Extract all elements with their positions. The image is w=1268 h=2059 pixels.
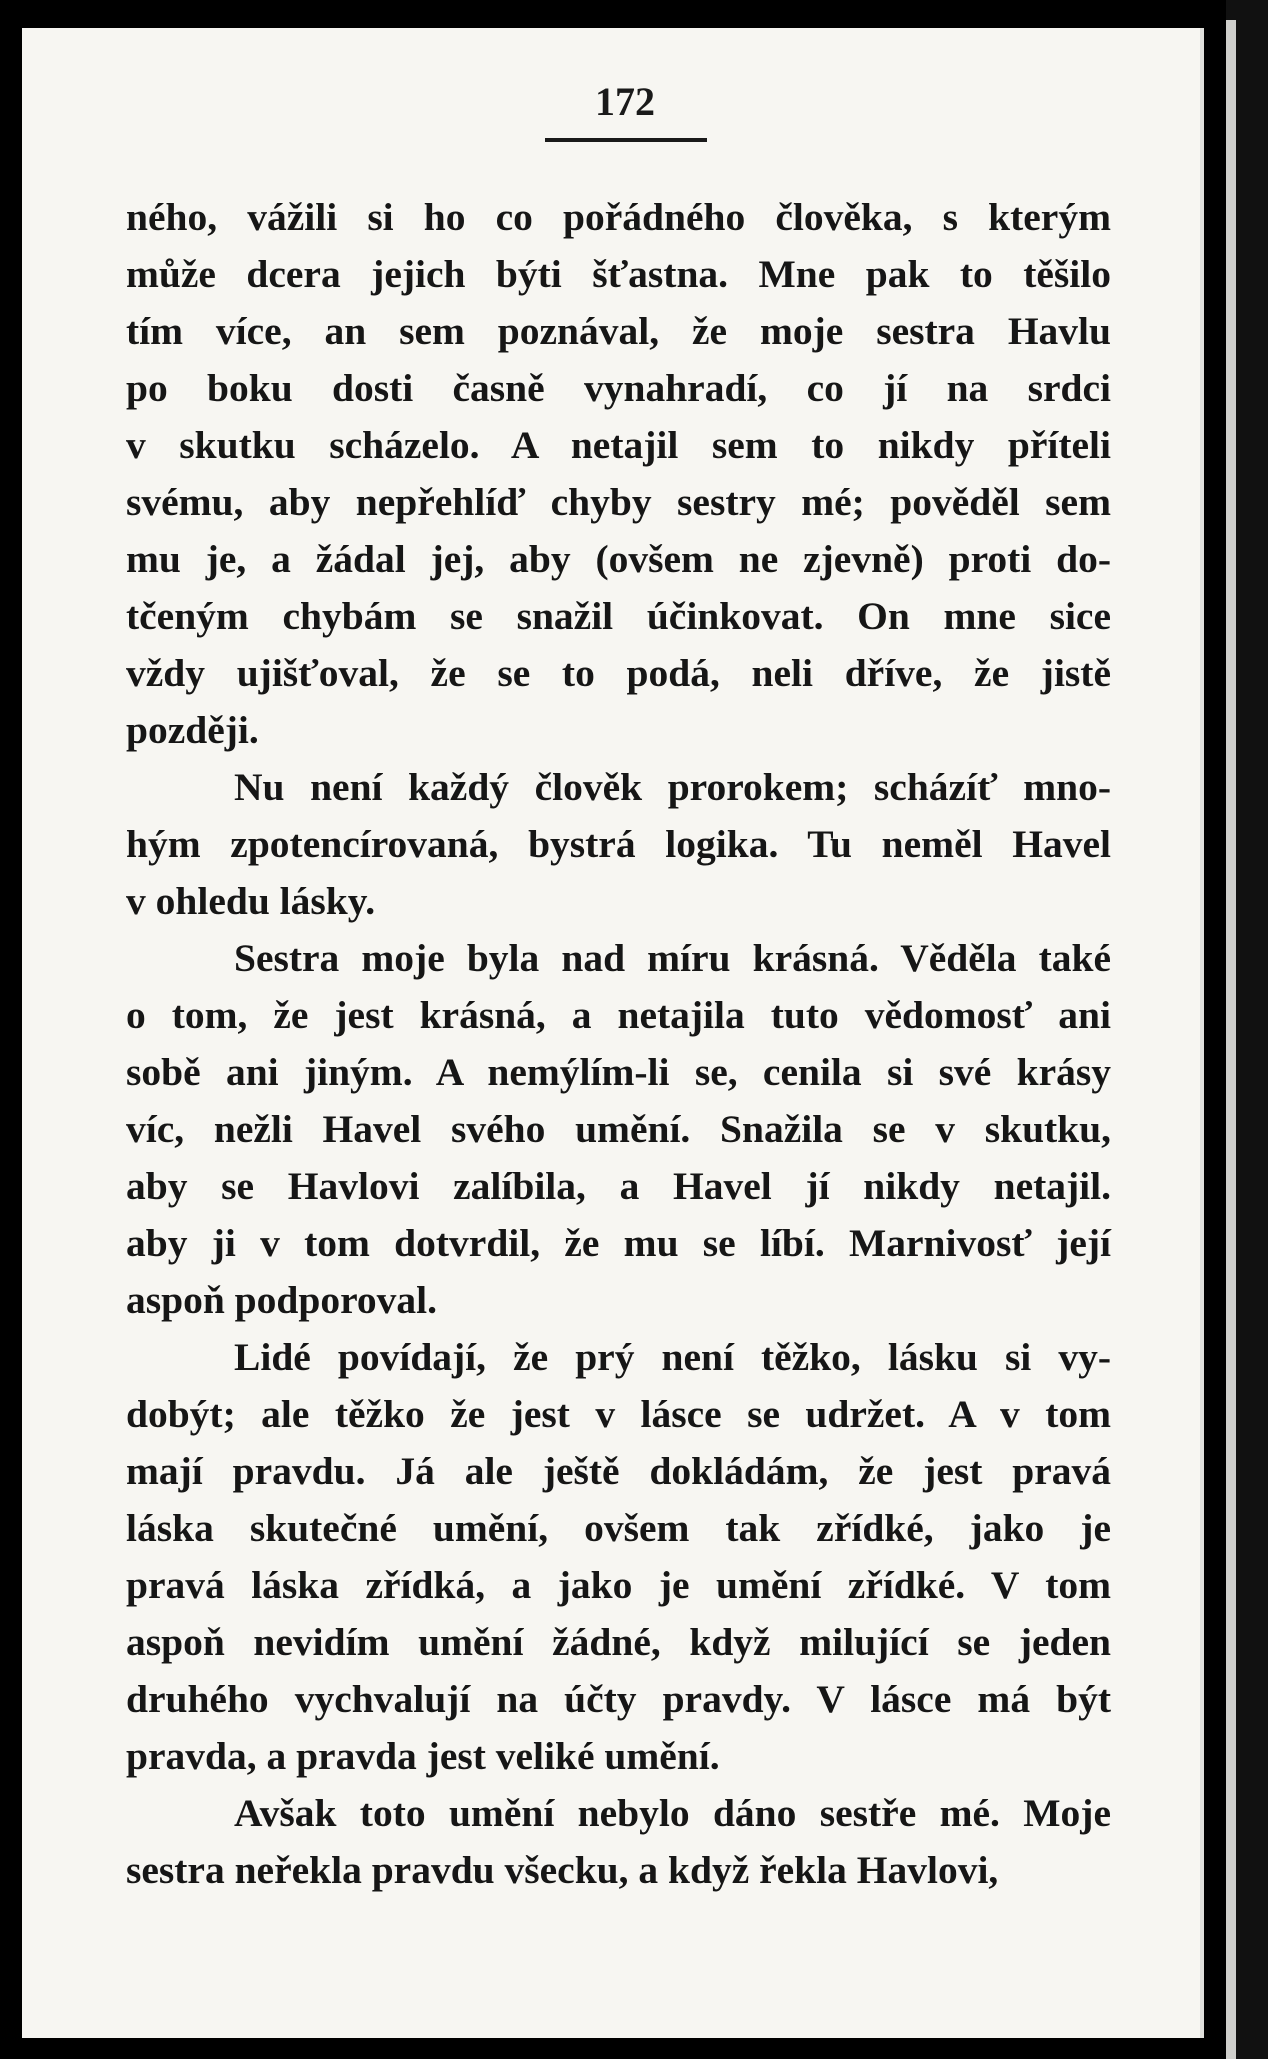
text-line: ného, vážili si ho co pořádného člověka, s kterým: [126, 195, 1111, 239]
text-line: sobě ani jiným. A nemýlím-li se, cenila si své krásy: [126, 1050, 1111, 1094]
text-line: Sestra moje byla nad míru krásná. Věděla také: [234, 936, 1111, 980]
text-line: aby ji v tom dotvrdil, že mu se líbí. Marnivosť její: [126, 1221, 1111, 1265]
text-line: svému, aby nepřehlíď chyby sestry mé; pověděl sem: [126, 480, 1111, 524]
text-line: druhého vychvalují na účty pravdy. V lásce má být: [126, 1677, 1111, 1721]
text-line: dobýt; ale těžko že jest v lásce se udržet. A v tom: [126, 1392, 1111, 1436]
text-line: později.: [126, 708, 259, 752]
text-line: tčeným chybám se snažil účinkovat. On mne sice: [126, 594, 1111, 638]
text-line: Lidé povídají, že prý není těžko, lásku si vy-: [234, 1335, 1111, 1379]
text-line: pravá láska zřídká, a jako je umění zřídké. V tom: [126, 1563, 1111, 1607]
text-line: vždy ujišťoval, že se to podá, neli dříve, že jistě: [126, 651, 1111, 695]
text-line: o tom, že jest krásná, a netajila tuto vědomosť ani: [126, 993, 1111, 1037]
text-line: aspoň podporoval.: [126, 1278, 438, 1322]
text-line: aby se Havlovi zalíbila, a Havel jí nikdy netajil.: [126, 1164, 1111, 1208]
text-line: tím více, an sem poznával, že moje sestra Havlu: [126, 309, 1111, 353]
text-line: víc, nežli Havel svého umění. Snažila se v skutku,: [126, 1107, 1111, 1151]
text-line: po boku dosti časně vynahradí, co jí na srdci: [126, 366, 1111, 410]
text-line: může dcera jejich býti šťastna. Mne pak to těšilo: [126, 252, 1111, 296]
text-line: mají pravdu. Já ale ještě dokládám, že jest pravá: [126, 1449, 1111, 1493]
text-line: aspoň nevidím umění žádné, když milující se jeden: [126, 1620, 1111, 1664]
text-line: sestra neřekla pravdu všecku, a když řekla Havlovi,: [126, 1848, 999, 1892]
text-line: v skutku scházelo. A netajil sem to nikdy příteli: [126, 423, 1111, 467]
text-line: láska skutečné umění, ovšem tak zřídké, jako je: [126, 1506, 1111, 1550]
text-line: pravda, a pravda jest veliké umění.: [126, 1734, 720, 1778]
text-line: hým zpotencírovaná, bystrá logika. Tu neměl Havel: [126, 822, 1111, 866]
text-line: Avšak toto umění nebylo dáno sestře mé. Moje: [234, 1791, 1111, 1835]
text-line: Nu není každý člověk prorokem; scházíť mno-: [234, 765, 1111, 809]
adjacent-page-edge: [1226, 20, 1236, 2059]
page-number: 172: [595, 79, 655, 124]
text-line: v ohledu lásky.: [126, 879, 376, 923]
text-line: mu je, a žádal jej, aby (ovšem ne zjevně) proti do-: [126, 537, 1111, 581]
header-rule: [545, 138, 707, 142]
